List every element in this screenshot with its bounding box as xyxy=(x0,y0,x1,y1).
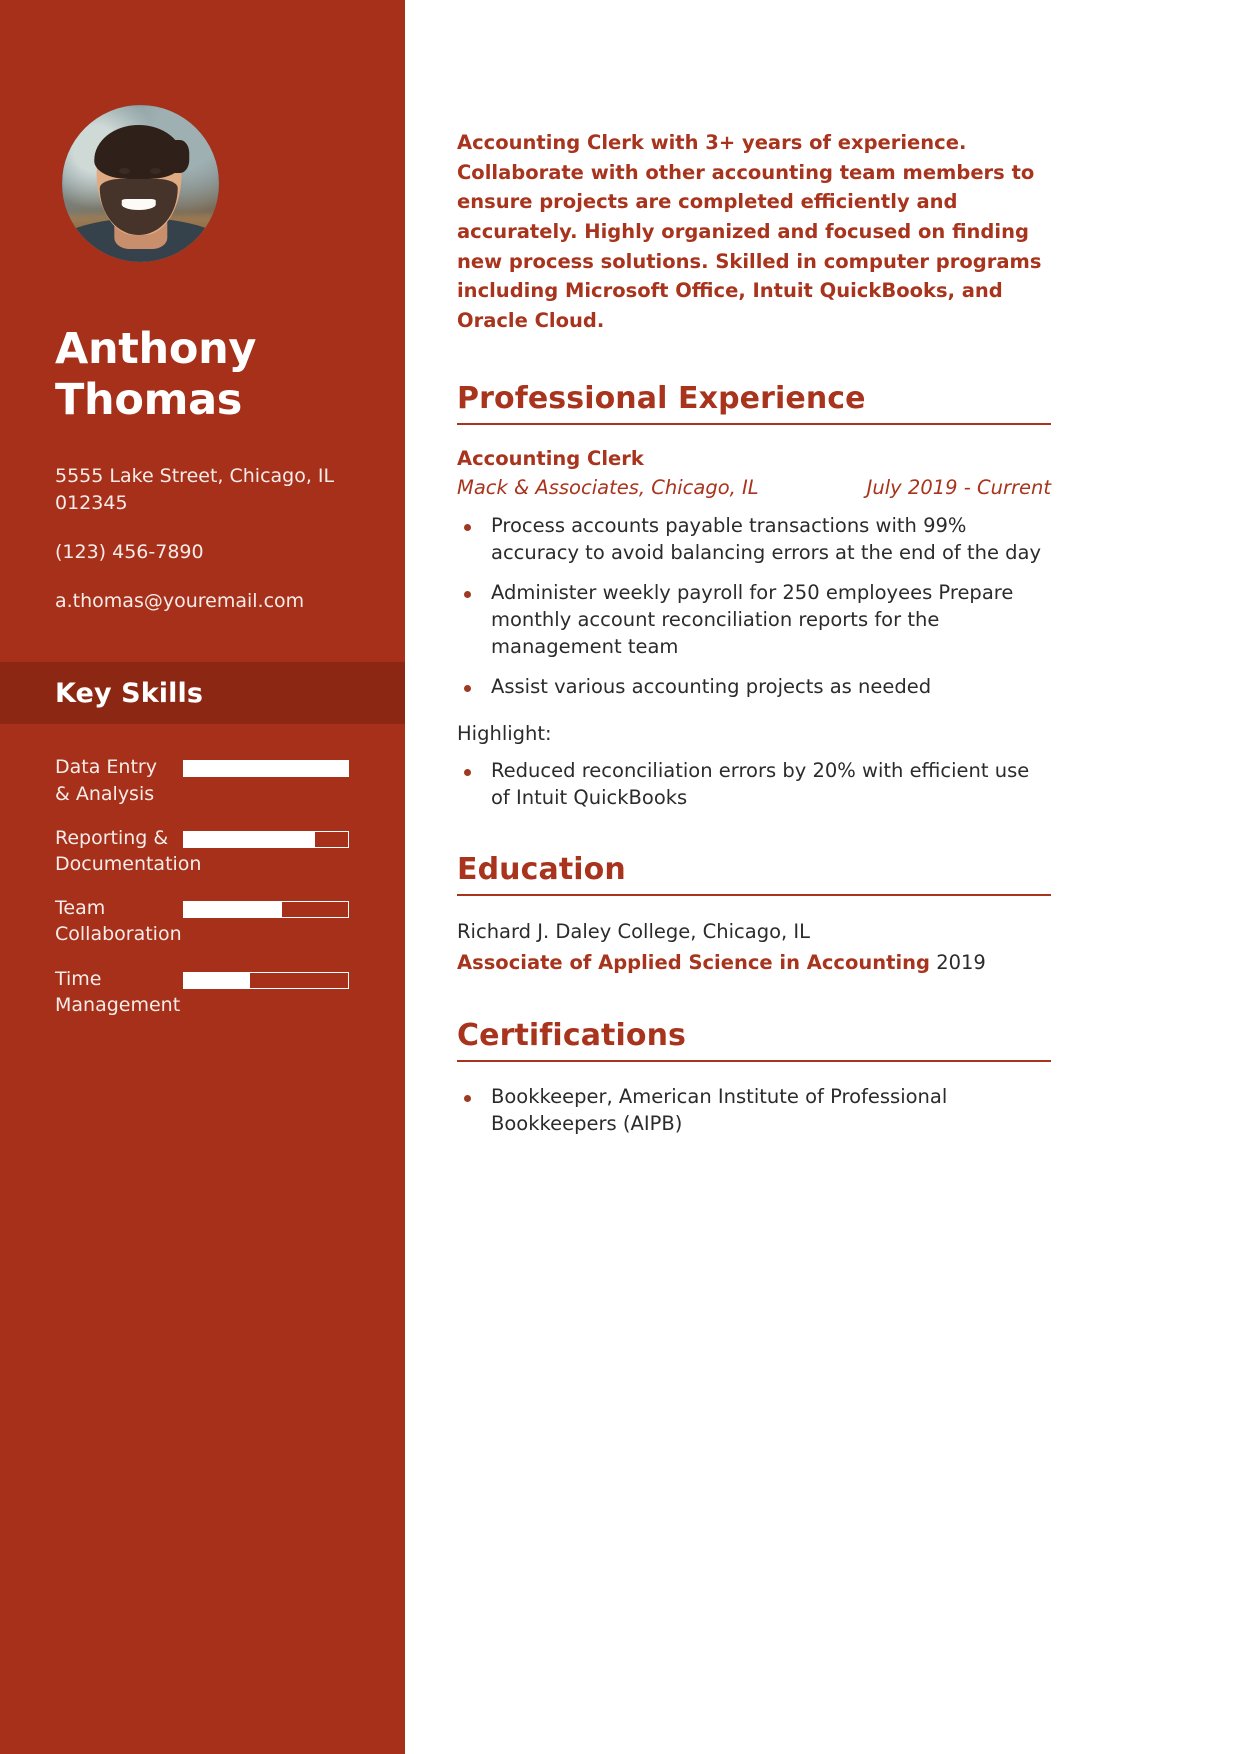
education-degree-line xyxy=(457,949,1051,976)
professional-summary: Accounting Clerk with 3+ years of experience. Collaborate with other accounting team members to ensure projects are completed efficiently and accurately. Highly organized and focused on finding new process solutions. Skilled in computer programs including Microsoft Office, Intuit QuickBooks, and Oracle Cloud. xyxy=(457,131,1042,332)
skill-label: Team Collaboration xyxy=(55,897,182,946)
skill-label: Reporting & Documentation xyxy=(55,826,202,875)
job-highlight-list xyxy=(457,758,1051,812)
key-skills-header xyxy=(0,662,405,724)
candidate-first-name: Anthony xyxy=(55,324,257,374)
main-content xyxy=(405,0,1239,1754)
certification-item: Bookkeeper, American Institute of Professional Bookkeepers (AIPB) xyxy=(457,1084,1051,1138)
candidate-name xyxy=(55,324,355,425)
section-divider xyxy=(457,894,1051,896)
avatar xyxy=(62,105,219,262)
profile-photo-image xyxy=(62,105,219,262)
job-bullet: Administer weekly payroll for 250 employees Prepare monthly account reconciliation reports for the management team xyxy=(457,580,1051,661)
job-bullet: Assist various accounting projects as needed xyxy=(457,674,1051,701)
experience-entry xyxy=(457,447,1051,811)
skill-level-fill xyxy=(184,902,282,917)
skill-label: Data Entry & Analysis xyxy=(55,756,157,805)
skill-level-bar xyxy=(183,972,349,989)
job-role: Accounting Clerk xyxy=(457,447,644,471)
key-skills-title: Key Skills xyxy=(55,677,203,709)
sidebar xyxy=(0,0,405,1754)
highlight-bullet: Reduced reconciliation errors by 20% with efficient use of Intuit QuickBooks xyxy=(457,758,1051,812)
skill-level-bar xyxy=(183,831,349,848)
education-year: 2019 xyxy=(936,950,986,974)
skill-level-bar xyxy=(183,760,349,777)
skill-item xyxy=(55,895,350,947)
skill-item xyxy=(55,754,350,806)
section-education xyxy=(457,852,1051,977)
job-dates: July 2019 - Current xyxy=(866,476,1051,500)
skill-label: Time Management xyxy=(55,967,181,1016)
skill-item xyxy=(55,825,350,877)
section-divider xyxy=(457,423,1051,425)
education-degree: Associate of Applied Science in Accounting xyxy=(457,950,930,974)
candidate-last-name: Thomas xyxy=(55,374,243,425)
contact-email[interactable]: a.thomas@youremail.com xyxy=(55,590,305,613)
skill-level-bar xyxy=(183,901,349,918)
education-school: Richard J. Daley College, Chicago, IL xyxy=(457,919,811,943)
highlight-label: Highlight: xyxy=(457,721,552,745)
section-certifications xyxy=(457,1018,1051,1138)
section-title-experience: Professional Experience xyxy=(457,381,866,417)
job-bullet: Process accounts payable transactions with 99% accuracy to avoid balancing errors at the end of the day xyxy=(457,513,1051,567)
section-title-certifications: Certifications xyxy=(457,1018,686,1054)
contact-details xyxy=(55,463,355,615)
contact-phone[interactable]: (123) 456-7890 xyxy=(55,541,204,564)
certification-list xyxy=(457,1084,1051,1138)
job-responsibility-list xyxy=(457,513,1051,700)
key-skills-list xyxy=(0,724,405,1018)
job-company: Mack & Associates, Chicago, IL xyxy=(457,476,759,500)
skill-level-fill xyxy=(184,761,348,776)
skill-level-fill xyxy=(184,832,315,847)
section-divider xyxy=(457,1060,1051,1062)
section-title-education: Education xyxy=(457,851,626,887)
skill-item xyxy=(55,966,350,1018)
skill-level-fill xyxy=(184,973,250,988)
section-professional-experience xyxy=(457,381,1051,811)
job-meta xyxy=(457,476,1051,499)
contact-address: 5555 Lake Street, Chicago, IL 012345 xyxy=(55,465,335,515)
